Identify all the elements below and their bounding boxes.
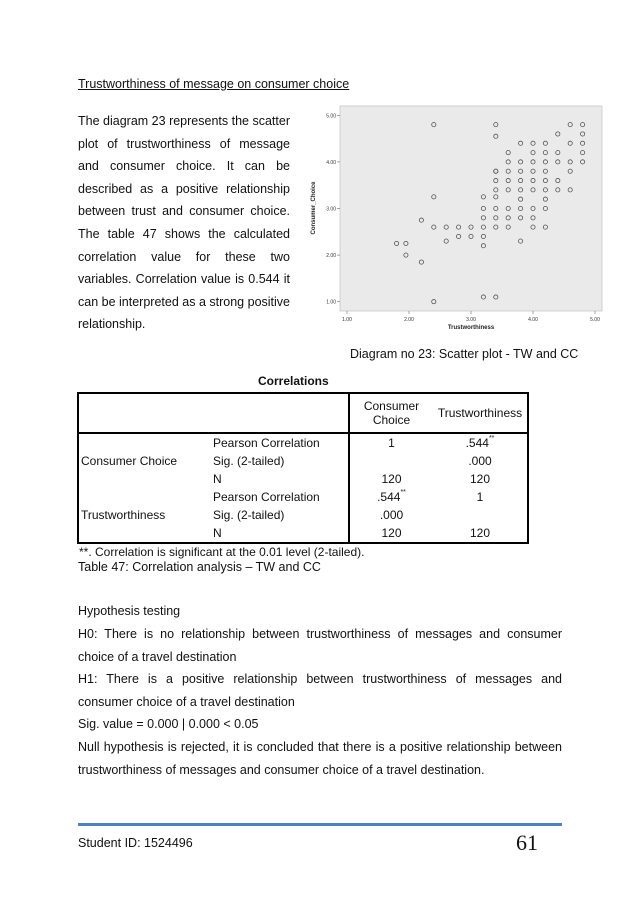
correlations-title: Correlations [258,374,329,388]
cell-value: .544** [377,489,406,504]
hypothesis-heading: Hypothesis testing [78,604,181,618]
cell-value [349,452,433,470]
stat-label: Sig. (2-tailed) [211,506,349,524]
section-title: Trustworthiness of message on consumer choice [78,77,350,91]
cell-value: 120 [433,524,528,543]
row-label-consumer-choice: Consumer Choice [78,433,211,488]
x-tick-label: 4.00 [528,317,538,323]
header-blank [78,393,211,433]
diagram-caption: Diagram no 23: Scatter plot - TW and CC [350,347,579,361]
cell-value: 1 [433,488,528,506]
cell-value [433,506,528,524]
row-label-trustworthiness: Trustworthiness [78,488,211,543]
conclusion-text: Null hypothesis is rejected, it is concluded that there is a positive relationship between trustworthiness of messages and consumer choice of a travel destination. [78,740,562,777]
cell-value: 120 [381,472,402,486]
correlations-table [77,392,529,544]
col-header-trustworthiness: Trustworthiness [433,393,528,433]
x-tick-label: 3.00 [466,317,476,323]
header-blank [211,393,349,433]
x-tick-label: 5.00 [590,317,600,323]
x-axis-label: Trustworthiness [447,325,495,331]
significance-value: Sig. value = 0.000 | 0.000 < 0.05 [78,717,259,731]
cell-value: .544** [433,433,528,452]
cell-value: 120 [433,470,528,488]
cell-value: 1 [388,436,395,450]
cell-value: 120 [349,524,433,543]
footer-rule [78,823,562,826]
plot-area [340,106,602,311]
hypothesis-h1: H1: There is a positive relationship between trustworthiness of messages and consumer choice of a travel destination [78,672,562,709]
table-footnote: **. Correlation is significant at the 0.01 level (2-tailed). [79,545,365,559]
y-tick-label: 3.00 [326,206,336,213]
stat-label: Pearson Correlation [211,433,349,452]
stat-label: N [211,524,349,543]
intro-paragraph: The diagram 23 represents the scatter plot of trustworthiness of message and consumer choice. It can be described as a positive relationship between trust and consumer choice. The table 47 shows the calculated correlation value for these two variables. Correlation value is 0.544 it can be interpreted as a strong positive relationship. [78,114,290,332]
scatter-plot [306,96,606,333]
student-id: Student ID: 1524496 [78,836,193,850]
y-tick-label: 2.00 [326,253,336,260]
x-tick-label: 1.00 [342,317,352,323]
page-number: 61 [516,830,538,855]
y-axis-label: Consumer_Choice [311,181,317,235]
stat-label: N [211,470,349,488]
stat-label: Sig. (2-tailed) [211,452,349,470]
x-tick-label: 2.00 [404,317,414,323]
y-tick-label: 1.00 [326,299,336,306]
col-header-consumer-choice: Consumer Choice [349,393,433,433]
y-tick-label: 5.00 [326,113,336,120]
cell-value: .000 [379,508,404,522]
stat-label: Pearson Correlation [211,488,349,506]
table-caption: Table 47: Correlation analysis – TW and CC [78,560,321,574]
cell-value: .000 [433,452,528,470]
hypothesis-h0: H0: There is no relationship between trustworthiness of messages and consumer choice of a travel destination [78,627,562,664]
y-tick-label: 4.00 [326,159,336,166]
